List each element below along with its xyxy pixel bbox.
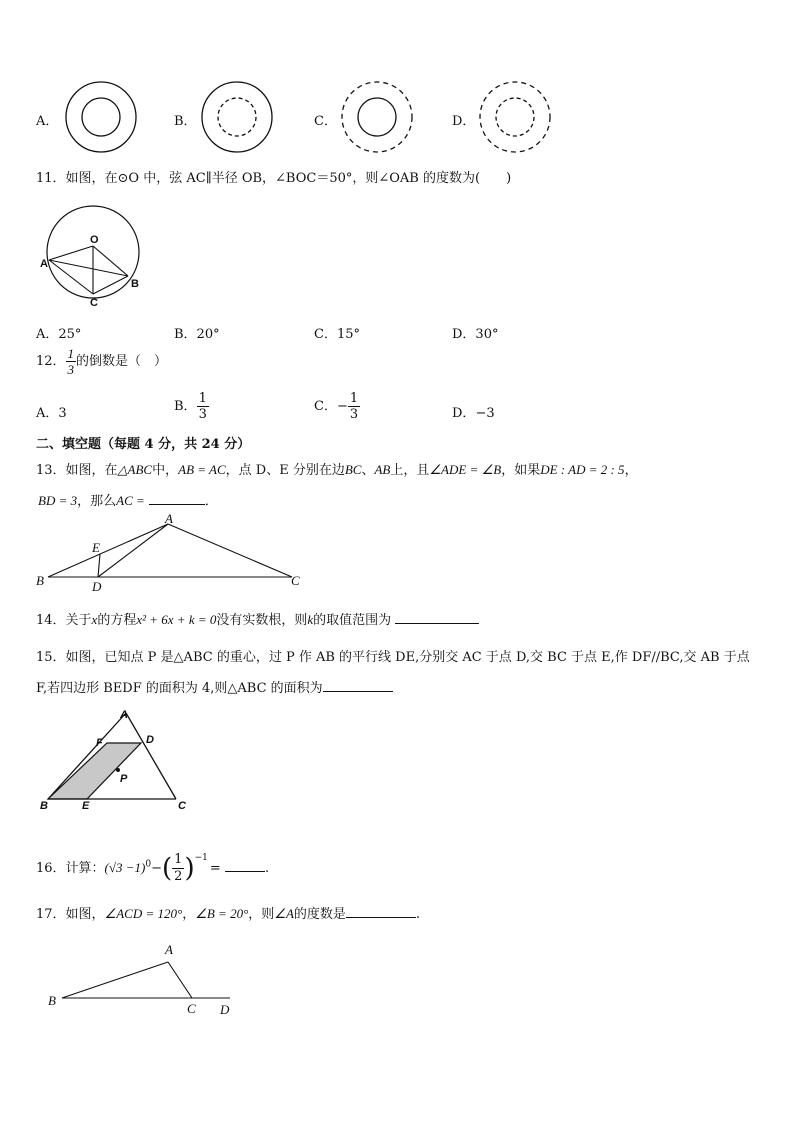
q10-option-b-figure	[198, 78, 278, 158]
q14-answer-blank[interactable]	[395, 611, 479, 624]
q11-label-c: C	[90, 297, 98, 309]
q12-stem-text: 的倒数是（ ）	[76, 354, 168, 369]
q10-option-d-label: D．	[452, 114, 476, 129]
q11-option-c: C．15°	[314, 327, 360, 342]
q15-label-p: P	[120, 773, 128, 785]
q10-option-a-label: A．	[36, 114, 59, 129]
q11-label-a: A	[40, 258, 48, 270]
q13-figure	[30, 512, 320, 592]
q13-label-d: D	[92, 579, 102, 594]
q17-stem: 17．如图，∠ACD = 120°，∠B = 20°，则∠A的度数是 .	[36, 906, 421, 922]
q11-option-d: D．30°	[452, 327, 499, 342]
q12-fraction: $\frac{1}{3}$	[67, 346, 75, 377]
q15-line1: 15．如图，已知点 P 是△ABC 的重心，过 P 作 AB 的平行线 DE,分别交 AC 于点 D,交 BC 于点 E,作 DF//BC,交 AB 于点	[36, 650, 750, 665]
q11-option-b: B．20°	[174, 327, 220, 342]
q13-label-b: B	[36, 573, 44, 588]
q15-label-a: A	[120, 709, 128, 721]
q12-number: 12．	[36, 354, 66, 369]
q13-line2: BD = 3，那么AC = ．	[38, 493, 218, 509]
q17-label-d: D	[220, 1002, 230, 1017]
q16-answer-blank[interactable]	[225, 859, 265, 872]
q13-answer-blank[interactable]	[149, 492, 205, 505]
q10-option-d-figure	[476, 78, 556, 158]
q15-line2: F,若四边形 BEDF 的面积为 4,则△ABC 的面积为	[36, 677, 393, 696]
q10-option-b-label: B．	[174, 114, 197, 129]
q13-label-c: C	[291, 573, 300, 588]
q16-stem: 16．计算：$(√3 -1)^0-$( $\frac{1}{2}$ )$^{-1}$= .	[36, 851, 270, 884]
q11-stem: 11．如图，在⊙O 中，弦 AC∥半径 OB，∠BOC＝50°，则∠OAB 的度数为( )	[36, 171, 512, 186]
q15-label-e: E	[82, 800, 90, 812]
q13-label-e: E	[92, 540, 100, 555]
q12-stem	[36, 347, 167, 376]
q15-label-b: B	[40, 800, 48, 812]
q14-stem: 14．关于x的方程x² + 6x + k = 0没有实数根，则k的取值范围为	[36, 609, 479, 628]
q13-line1: 13．如图，在△ABC中，AB = AC，点 D、E 分别在边BC、AB上，且∠ADE = ∠B，如果DE : AD = 2 : 5，	[36, 462, 638, 478]
section-title: 二、填空题（每题 4 分，共 24 分）	[36, 437, 251, 452]
q17-label-c: C	[187, 1001, 196, 1016]
q12-option-b: B． $\frac{1}{3}$	[174, 391, 207, 422]
q10-option-a-figure	[62, 78, 142, 158]
q15-label-d: D	[146, 734, 154, 746]
q17-figure	[40, 940, 240, 1020]
q10-option-c-figure	[338, 78, 418, 158]
q15-answer-blank[interactable]	[323, 679, 393, 692]
q12-option-d: D．−3	[452, 406, 495, 421]
q15-figure	[36, 705, 196, 815]
q12-option-c: C．− $\frac{1}{3}$	[314, 391, 359, 422]
q15-label-f: F	[96, 737, 103, 749]
q11-label-b: B	[131, 278, 139, 290]
q11-option-a: A．25°	[36, 327, 82, 342]
q11-figure	[30, 200, 160, 310]
q17-answer-blank[interactable]	[346, 905, 416, 918]
q11-label-o: O	[90, 234, 99, 246]
q17-label-b: B	[48, 993, 56, 1008]
q15-label-c: C	[178, 800, 186, 812]
q13-label-a: A	[165, 511, 173, 526]
q17-label-a: A	[165, 942, 173, 957]
q12-option-a: A．3	[36, 406, 67, 421]
q10-option-c-label: C．	[314, 114, 337, 129]
